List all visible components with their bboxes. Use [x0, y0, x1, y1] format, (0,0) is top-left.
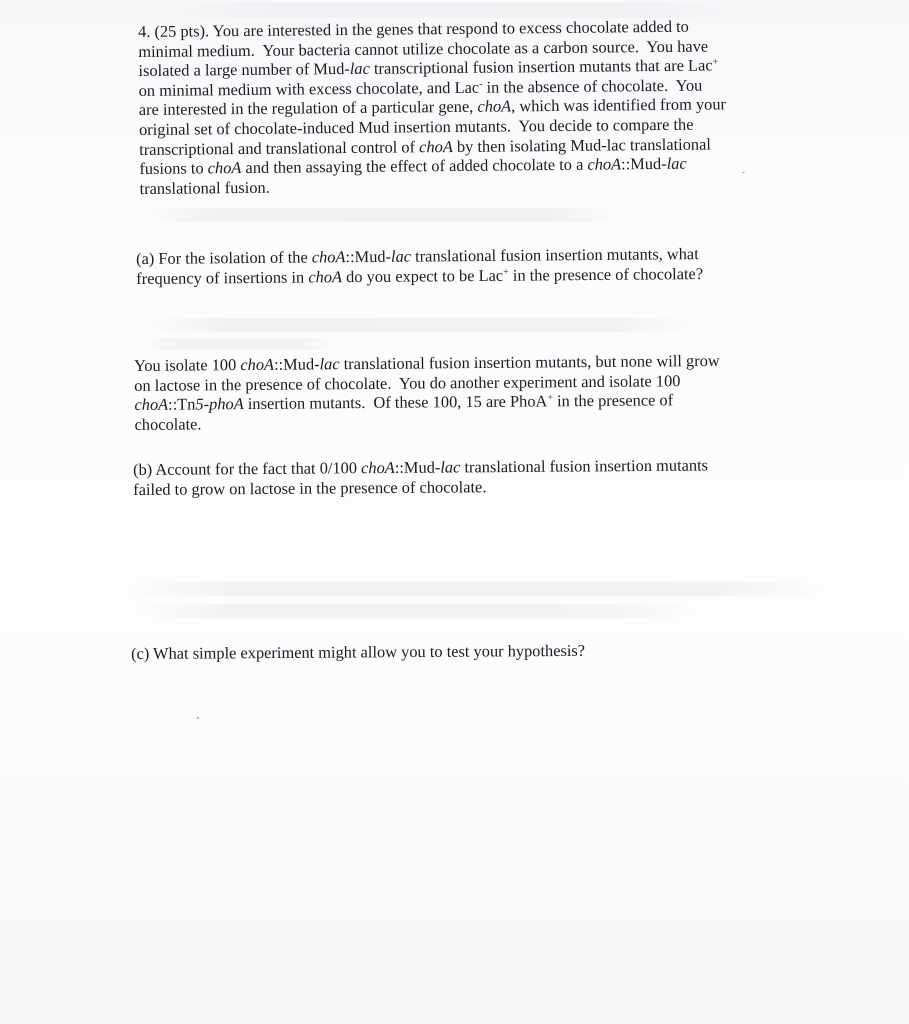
- question-b-line: failed to grow on lactose in the presence of chocolate.: [133, 476, 487, 499]
- show-through-artifact: [135, 604, 695, 618]
- question-c: [131, 639, 791, 663]
- problem-line: 4. (25 pts). You are interested in the genes that respond to excess chocolate added to: [138, 16, 689, 41]
- problem-line: isolated a large number of Mud-lac transcriptional fusion insertion mutants that are Lac+: [138, 55, 719, 81]
- problem-line: fusions to choA and then assaying the effect of added chocolate to a choA::Mud-lac: [139, 153, 687, 179]
- question-b-line: (b) Account for the fact that 0/100 choA::Mud-lac translational fusion insertion mutants: [133, 455, 709, 479]
- question-a-line: (a) For the isolation of the choA::Mud-lac translational fusion insertion mutants, what: [136, 244, 699, 268]
- isolation-experiment: [134, 350, 795, 434]
- show-through-artifact: [125, 582, 825, 596]
- show-through-artifact: [140, 208, 620, 222]
- problem-line: original set of chocolate-induced Mud insertion mutants. You decide to compare the: [138, 114, 694, 139]
- problem-line: minimal medium. Your bacteria cannot utilize chocolate as a carbon source. You have: [138, 36, 709, 61]
- isolation-line: choA::Tn5-phoA insertion mutants. Of these 100, 15 are PhoA+ in the presence of: [134, 390, 674, 415]
- problem-line: are interested in the regulation of a particular gene, choA, which was identified from your: [138, 94, 727, 120]
- problem-line: translational fusion.: [139, 177, 270, 198]
- problem-statement: [138, 16, 800, 199]
- question-c-line: (c) What simple experiment might allow you to test your hypothesis?: [131, 640, 586, 663]
- problem-line: on minimal medium with excess chocolate, and Lac- in the absence of chocolate. You: [138, 75, 703, 100]
- isolation-line: You isolate 100 choA::Mud-lac translational fusion insertion mutants, but none will grow: [134, 350, 720, 375]
- show-through-artifact: [140, 318, 700, 332]
- isolation-line: chocolate.: [134, 414, 202, 434]
- isolation-line: on lactose in the presence of chocolate. You do another experiment and isolate 100: [134, 370, 681, 395]
- show-through-artifact: [140, 338, 340, 350]
- scan-speck: [197, 717, 199, 719]
- question-a: [136, 243, 786, 288]
- problem-line: transcriptional and translational control of choA by then isolating Mud-lac translational: [139, 134, 712, 159]
- question-a-line: frequency of insertions in choA do you expect to be Lac+ in the presence of chocolate?: [136, 263, 704, 288]
- question-b: [133, 455, 793, 499]
- show-through-artifact: [150, 2, 750, 18]
